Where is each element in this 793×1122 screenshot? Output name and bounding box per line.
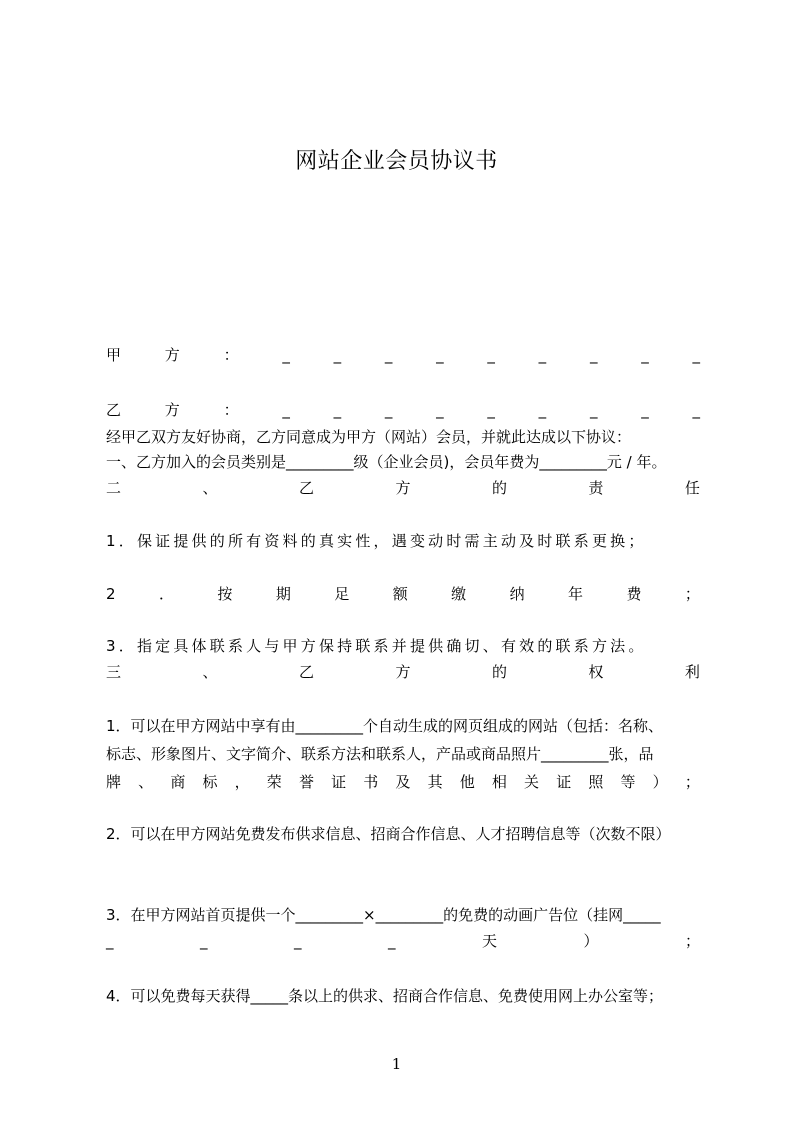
line-char: _: [436, 401, 444, 419]
line-char: 额: [392, 585, 408, 603]
line-char: 方: [164, 401, 180, 419]
line-char: 费: [626, 585, 642, 603]
line-char: 乙: [298, 479, 314, 497]
party-a-line: [106, 345, 700, 365]
line-char: 方: [395, 663, 411, 681]
line-char: 、: [202, 663, 218, 681]
line-char: 任: [684, 479, 700, 497]
line-char: _: [106, 932, 114, 950]
line-char: _: [589, 346, 598, 364]
line-char: 的: [491, 663, 507, 681]
line-char: 方: [164, 346, 180, 364]
line-char: 甲: [106, 346, 122, 364]
line-char: _: [384, 401, 393, 419]
line-char: _: [333, 401, 342, 419]
duty-3: 3．指定具体联系人与甲方保持联系并提供确切、有效的联系方法。: [106, 637, 647, 655]
line-char: 权: [588, 663, 604, 681]
line-char: _: [692, 346, 700, 364]
line-char: 书: [363, 773, 379, 791]
line-char: _: [199, 932, 208, 950]
page-number: 1: [391, 1055, 402, 1073]
line-char: _: [293, 932, 302, 950]
line-char: _: [538, 401, 547, 419]
heading-rights: [106, 662, 700, 682]
line-char: _: [487, 401, 495, 419]
line-char: 乙: [298, 663, 314, 681]
line-char: ；: [684, 932, 700, 950]
line-char: 相: [491, 773, 507, 791]
line-char: 按: [217, 585, 233, 603]
line-char: 、: [138, 773, 154, 791]
line-char: 关: [524, 773, 540, 791]
line-char: _: [641, 401, 649, 419]
line-char: 荣: [266, 773, 282, 791]
right-3-line-2: [106, 931, 700, 951]
line-char: 证: [331, 773, 347, 791]
line-char: ；: [684, 585, 700, 603]
line-char: _: [641, 346, 649, 364]
line-char: _: [282, 401, 290, 419]
line-char: _: [387, 932, 396, 950]
line-char: 其: [427, 773, 443, 791]
line-char: _: [436, 346, 444, 364]
intro-paragraph: 经甲乙双方友好协商，乙方同意成为甲方（网站）会员，并就此达成以下协议：: [106, 428, 632, 446]
line-char: 等: [620, 773, 636, 791]
line-char: ：: [223, 346, 239, 364]
line-char: 乙: [106, 401, 122, 419]
line-char: _: [692, 401, 700, 419]
line-char: 照: [588, 773, 604, 791]
line-char: 证: [556, 773, 572, 791]
line-char: ．: [158, 585, 174, 603]
line-char: 牌: [106, 773, 122, 791]
line-char: 的: [491, 479, 507, 497]
line-char: 期: [275, 585, 291, 603]
party-b-line: [106, 400, 700, 420]
line-char: 天: [481, 932, 497, 950]
line-char: 利: [684, 663, 700, 681]
heading-responsibilities: [106, 478, 700, 498]
line-char: _: [538, 346, 547, 364]
line-char: 标: [202, 773, 218, 791]
right-1-line-1: 1．可以在甲方网站中享有由_________个自动生成的网页组成的网站（包括：名称、: [106, 717, 664, 735]
line-char: 他: [459, 773, 475, 791]
line-char: 责: [588, 479, 604, 497]
line-char: 、: [202, 479, 218, 497]
line-char: ：: [223, 401, 239, 419]
line-char: 足: [334, 585, 350, 603]
line-char: 三: [106, 663, 122, 681]
line-char: 缴: [451, 585, 467, 603]
line-char: 方: [395, 479, 411, 497]
right-2: 2．可以在甲方网站免费发布供求信息、招商合作信息、人才招聘信息等（次数不限）: [106, 825, 671, 843]
line-char: 2: [106, 585, 116, 603]
line-char: 及: [395, 773, 411, 791]
right-1-line-3: [106, 772, 700, 792]
line-char: _: [384, 346, 393, 364]
right-4: 4．可以免费每天获得_____条以上的供求、招商合作信息、免费使用网上办公室等；: [106, 987, 664, 1005]
line-char: ；: [684, 773, 700, 791]
line-char: ）: [583, 932, 599, 950]
line-char: ，: [234, 773, 250, 791]
right-3-line-1: 3．在甲方网站首页提供一个_________×_________的免费的动画广告位（挂网_____: [106, 906, 661, 924]
line-char: 商: [170, 773, 186, 791]
line-char: 二: [106, 479, 122, 497]
duty-1: 1．保证提供的所有资料的真实性，遇变动时需主动及时联系更换；: [106, 532, 647, 550]
right-1-line-2: 标志、形象图片、文字简介、联系方法和联系人，产品或商品照片_________张，品: [106, 745, 654, 763]
line-char: ）: [652, 773, 668, 791]
line-char: 年: [568, 585, 584, 603]
duty-2: [106, 584, 700, 604]
line-char: _: [487, 346, 495, 364]
line-char: 纳: [509, 585, 525, 603]
clause-1-membership: 一、乙方加入的会员类别是_________级（企业会员)，会员年费为_________元 / 年。: [106, 453, 667, 471]
line-char: 誉: [298, 773, 314, 791]
line-char: _: [589, 401, 598, 419]
document-title: 网站企业会员协议书: [295, 149, 498, 174]
line-char: _: [333, 346, 342, 364]
line-char: _: [282, 346, 290, 364]
